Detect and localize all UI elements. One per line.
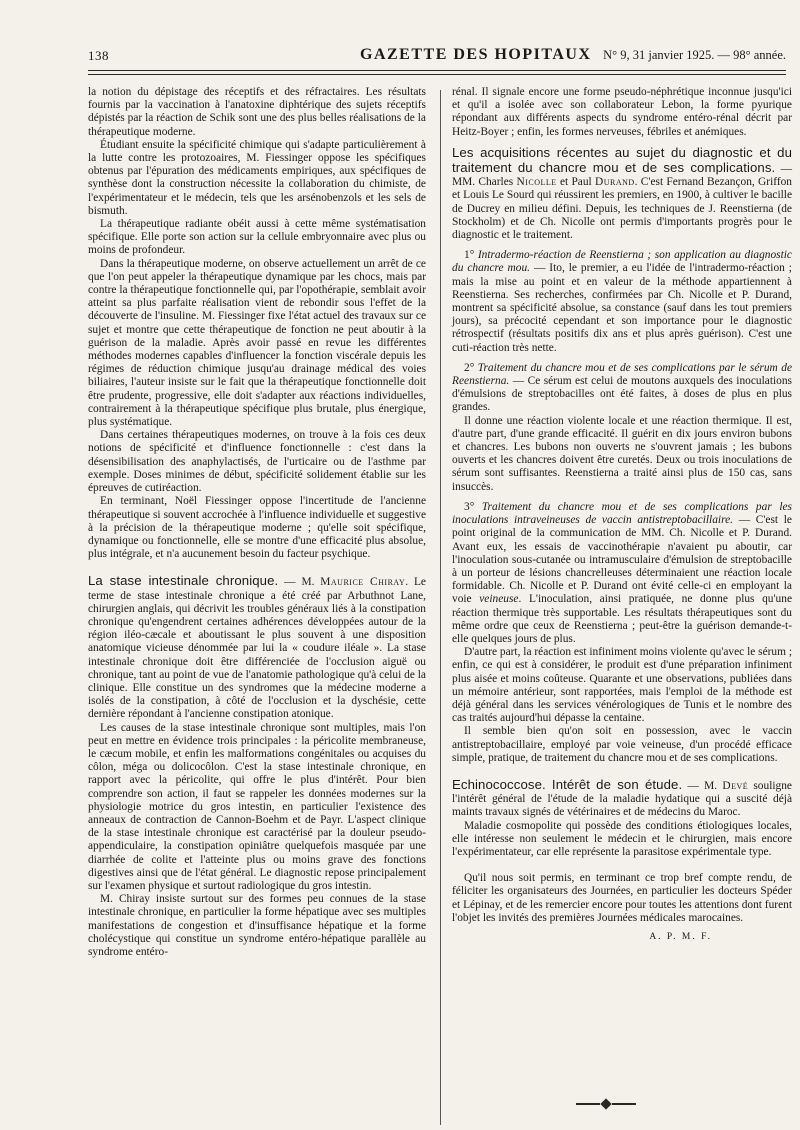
subsection-title: Traitement du chancre mou et de ses complications par le sérum de Reenstierna.: [452, 361, 792, 388]
paragraph-text: — Ito, le premier, a eu l'idée de l'intradermo-réaction ; mais la mise au point et en valeur de la méthode appartiennent à Reenstierna. Ses recherches, confirmées par Ch. Nicolle et P. Durand, montrent sa spécificité absolue, sa constance (sauf dans les tout premiers jours), sa précocité cependant et son importance pour le diagnostic rétrospectif (résultats positifs dix ans et plus après guérison). C'est une cuti-réaction très nette.: [452, 262, 792, 354]
paragraph: Maladie cosmopolite qui possède des conditions étiologiques locales, elle intéresse non seulement le médecin et le chirurgien, mais encore l'expérimentateur, car elle représente la parasitose expérimentale type.: [452, 819, 792, 858]
text: et Paul: [556, 176, 595, 189]
section-title: Les acquisitions récentes au sujet du diagnostic et du traitement du chancre mou et de ses complications.: [452, 144, 792, 176]
author-name: Devé: [722, 779, 749, 792]
number: 1°: [464, 249, 478, 262]
closing-paragraph: Qu'il nous soit permis, en terminant ce trop bref compte rendu, de féliciter les organisateurs des Journées, en particulier les docteurs Spéder et Lépinay, et de les remercier encore pour toutes les attentions dont furent l'objet les invités des premières Journées médicales marocaines.: [452, 872, 792, 924]
author-name: Nicolle: [516, 176, 557, 189]
end-ornament: [576, 1102, 636, 1106]
paragraph-text: . L'inoculation, ainsi pratiquée, ne donne plus qu'une réaction thermique très supportable. Les résultats thérapeutiques sont du même ordre que ceux de Reenstierna ; peut-être la guérison demande-t-elle quelques jours de plus.: [452, 593, 792, 645]
subsection-2: [452, 362, 792, 415]
paragraph: M. Chiray insiste surtout sur des formes peu connues de la stase intestinale chronique, en particulier la forme hépatique avec ses multiples manifestations de congestion et d'insuffisance hépatique et la forme cholécystique qui constitue un syndrome entéro-hépatique parallèle au syndrome entéro-: [88, 893, 426, 958]
page-header: [88, 44, 786, 68]
header-rule-thin: [88, 74, 786, 75]
author-name: Maurice Chiray: [320, 576, 406, 589]
paragraph: Étudiant ensuite la spécificité chimique qui s'adapte particulièrement à la lutte contre les protozoaires, M. Fiessinger oppose les spécifiques obtenus par l'épuration des médicaments empiriques, aux spécifiques de synthèse dont la construction nécessite la collaboration du chimiste, de l'expérimentateur et le médecin, tels que les arsénobenzols et les sels de bismuth.: [88, 138, 426, 217]
right-column: [452, 86, 792, 944]
text: — MM. Charles: [452, 163, 793, 189]
journal-title: GAZETTE DES HOPITAUX: [360, 46, 592, 63]
paragraph-text: souligne l'intérêt général de l'étude de la maladie hydatique qui a suscité déjà maints travaux signés de vétérinaires et de médecins du Maroc.: [452, 779, 792, 819]
section-stase: [88, 574, 426, 721]
number: 3°: [464, 500, 482, 513]
paragraph-text: . Le terme de stase intestinale chronique a été créé par Arbuthnot Lane, chirurgien anglais, qui décrivit les troubles généraux liés à la constipation chronique qu'engendrent certaines adhérences développées autour de la région iléo-cæcale et aboutissant le plus souvent à une disposition anatomique vicieuse dénommée par lui la « coudure iléale ». La stase intestinale chronique doit être différenciée de l'occlusion aiguë ou chronique, tant au point de vue de l'anatomie pathologique qu'à celui de la clinique. Elle constitue un des syndromes que la médecine moderne a isolés de la constipation, à côté de l'occlusion et la dyschésie, cette dernière répondant à l'ancienne constipation atonique.: [88, 576, 426, 721]
issue-info: N° 9, 31 janvier 1925. — 98° année.: [603, 48, 786, 62]
subsection-1: [452, 249, 792, 355]
paragraph-text: — Ce sérum est celui de moutons auxquels des inoculations d'émulsions de streptobacilles ont été faites, à doses de plus en plus grandes.: [452, 375, 792, 414]
section-title: Echinococcose. Intérêt de son étude.: [452, 776, 683, 792]
subsection-title: Intradermo-réaction de Reenstierna ; son application au diagnostic du chancre mou.: [452, 249, 792, 275]
paragraph: Les causes de la stase intestinale chronique sont multiples, mais l'on peut en mettre en évidence trois principales : la péricolite membraneuse, le cæcum mobile, et enfin les malformations congénitales ou acquises du côlon, méga ou dolicocôlon. C'est la stase intestinale chronique, en rapport avec la péricolite, qui offre le plus d'intérêt. Pour bien comprendre son action, il faut se rappeler les données modernes sur la physiologie motrice du gros intestin, en particulier l'existence des anneaux de contraction de Cannon-Boehm et de Payr. L'aspect clinique de la stase intestinale chronique est caractérisé par la douleur pseudo-appendiculaire, la constipation opiniâtre quelquefois masquée par une diarrhée de colite et l'atteinte plus ou moins grave des fonctions digestives ainsi que de l'état général. Le diagnostic repose principalement sur l'examen physique et surtout radiologique du gros intestin.: [88, 721, 426, 892]
paragraph: Il donne une réaction violente locale et une réaction thermique. Il est, d'autre part, d'une grande efficacité. Il guérit en dix jours environ bubons et chancres. Les bubons non ouverts ne s'ouvrent jamais ; les bubons ouverts et les chancres doivent être curetés. Deux ou trois inoculations de sérum sont suffisantes. Reenstierna a traité ainsi plus de 150 cas, sans insuccès.: [452, 414, 792, 493]
column-divider: [440, 90, 441, 1125]
dash: — M.: [278, 576, 321, 589]
emphasis: veineuse: [479, 593, 519, 606]
header-rule: [88, 70, 786, 71]
paragraph: En terminant, Noël Fiessinger oppose l'incertitude de l'ancienne thérapeutique si souvent accrochée à l'influence individuelle et suggestive à la précision de la thérapeutique moderne ; qu'elle soit spécifique, dynamique ou fonctionnelle, elle se montre d'une efficacité plus absolue, plus intégrale, et n'a aucunement besoin du facteur psychique.: [88, 495, 426, 561]
left-column: [88, 86, 426, 959]
paragraph: la notion du dépistage des réceptifs et des réfractaires. Les résultats fournis par la vaccination à l'anatoxine diphtérique des sujets réceptifs dépistés par la réaction de Schik sont une des plus belles réalisations de la thérapeutique moderne.: [88, 86, 426, 138]
paragraph: Dans la thérapeutique moderne, on observe actuellement un arrêt de ce que l'on peut appeler la thérapeutique dynamique par les chocs, mais par contre la thérapeutique fonctionnelle qui, par l'opothérapie, semblait avoir atteint sa plus parfaite réalisation vient de rebondir sous l'effet de la découverte de l'insuline. M. Fiessinger fixe l'état actuel des travaux sur ce sujet et montre que cette thérapeutique de fonction ne peut aboutir à la guérison de la maladie. Après avoir passé en revue les différentes méthodes modernes capables d'influencer la fonction viscérale depuis les régimes de réduction chimique jusqu'au drainage médical des voies biliaires, l'auteur insiste sur le fait que la thérapeutique fonctionnelle doit être prudente, progressive, elle doit s'adapter aux réactions individuelles, contrairement à la thérapeutique spécifique plus brutale, plus énergique, plus systématique.: [88, 257, 426, 429]
paragraph: Dans certaines thérapeutiques modernes, on trouve à la fois ces deux notions de spécificité et d'influence fonctionnelle : c'est dans la désensibilisation des anaphylactisés, de l'urticaire ou de l'asthme par exemple. Doses minimes de début, spécificité solidement établie sur les épreuves de cutiréaction.: [88, 429, 426, 495]
author-name: Durand: [595, 176, 635, 189]
text: — M.: [682, 779, 723, 792]
subsection-3: [452, 501, 792, 646]
number: 2°: [464, 361, 478, 374]
paragraph: D'autre part, la réaction est infiniment moins violente qu'avec le sérum ; enfin, ce qui est à considérer, le produit est d'une préparation infiniment plus aisée et moins coûteuse. Quarante et une observations, publiées dans un mémoire antérieur, sont rapportées, mais l'emploi de la méthode est déjà général dans les services vénérologiques de Tunis et le nombre des cas traités aujourd'hui dépasse la centaine.: [452, 646, 792, 725]
section-title: La stase intestinale chronique.: [88, 573, 279, 589]
paragraph: Il semble bien qu'on soit en possession, avec le vaccin antistreptobacillaire, employé par voie veineuse, d'un procédé efficace simple, pratique, de traitement du chancre mou et de ses complications.: [452, 725, 792, 764]
paragraph: La thérapeutique radiante obéit aussi à cette même systématisation spécifique. Elle porte son action sur la cellule embryonnaire avec plus ou moins de profondeur.: [88, 218, 426, 257]
paragraph-text: — C'est le point original de la communication de MM. Ch. Nicolle et P. Durand. Avant eux, les essais de vaccinothérapie n'avaient pu aboutir, car l'inoculation sous-cutanée ou intramusculaire d'émulsion de streptobacille à un porteur de lésions chancrelleuses déterminaient une réaction locale formidable. Ch. Nicolle et P. Durand ont évité celle-ci en employant la voie: [452, 514, 792, 606]
signature: A. P. M. F.: [649, 931, 712, 942]
paragraph-text: . C'est Fernand Bezançon, Griffon et Louis Le Sourd qui réussirent les premiers, en 1900, à cultiver le bacille de Ducrey en milieu défini. Depuis, les techniques de J. Reenstierna (de Stockholm) et de Ch. Nicolle ont permis d'importants progrès pour le diagnostic et le traitement.: [452, 176, 793, 242]
section-echinococcose: [452, 778, 792, 820]
page-number: 138: [88, 48, 109, 63]
section-chancre: [452, 146, 792, 242]
paragraph: rénal. Il signale encore une forme pseudo-néphrétique inconnue jusqu'ici et qu'il a isolée avec son collaborateur Lebon, la forme pyurique répondant aux différents aspects du syndrome entéro-rénal décrit par Heitz-Boyer ; enfin, les formes nerveuses, fébriles et anémiques.: [452, 86, 792, 138]
subsection-title: Traitement du chancre mou et de ses complications par les inoculations intraveineuses de vaccin antistreptobacillaire.: [452, 500, 792, 527]
